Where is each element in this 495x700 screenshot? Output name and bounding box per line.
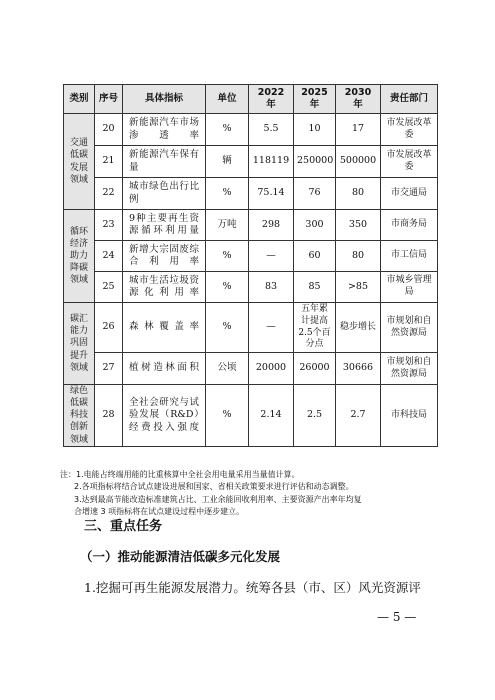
indicator-name: 9种主要再生资源循环利用量	[123, 210, 206, 241]
note-line: 注：1.电能占终端用能的比重核算中全社会用电量采用当量值计算。	[60, 470, 300, 479]
value-2022: 20000	[249, 353, 294, 385]
row-number: 27	[95, 353, 123, 385]
header-2025: 2025 年	[294, 85, 336, 114]
table-header-row	[64, 85, 438, 114]
indicator-name: 新能源汽车市场渗透率	[123, 114, 206, 146]
department-cell: 市规划和自然资源局	[381, 303, 438, 353]
indicator-name: 新能源汽车保有量	[123, 146, 206, 178]
category-cell: 交通低碳发展领域	[64, 114, 95, 210]
note-line: 合增速 3 项指标将在试点建设过程中逐步建立。	[74, 507, 245, 517]
row-number: 26	[95, 303, 123, 353]
value-2022: 75.14	[249, 178, 294, 210]
value-2022: 5.5	[249, 114, 294, 146]
note-line: 3.达到最高节能改造标准建筑占比、工业余能回收利用率、主要资源产出率年均复	[74, 494, 362, 504]
value-2022: 83	[249, 272, 294, 303]
indicator-name: 全社会研究与试验发展（R&D）经费投入强度	[123, 385, 206, 447]
value-2030: 500000	[336, 146, 381, 178]
department-cell: 市工信局	[381, 241, 438, 272]
department-cell: 市交通局	[381, 178, 438, 210]
value-2022: —	[249, 303, 294, 353]
value-2022: 2.14	[249, 385, 294, 447]
indicator-name: 新增大宗固废综合利用率	[123, 241, 206, 272]
department-cell: 市发展改革委	[381, 114, 438, 146]
value-2025: 60	[294, 241, 336, 272]
subsection-heading: （一）推动能源清洁低碳多元化发展	[80, 549, 281, 564]
table-row	[64, 303, 438, 353]
category-cell: 碳汇能力巩固提升领域	[64, 303, 95, 385]
row-number: 23	[95, 210, 123, 241]
table-row	[64, 385, 438, 447]
value-2022: —	[249, 241, 294, 272]
body-paragraph: 1.挖掘可再生能源发展潜力。统筹各县（市、区）风光资源评	[84, 580, 421, 595]
unit-cell: %	[206, 303, 249, 353]
value-2022: 118119	[249, 146, 294, 178]
value-2030: 2.7	[336, 385, 381, 447]
department-cell: 市城乡管理局	[381, 272, 438, 303]
department-cell: 市科技局	[381, 385, 438, 447]
value-2025: 300	[294, 210, 336, 241]
category-cell: 绿色低碳科技创新领域	[64, 385, 95, 447]
value-2025: 10	[294, 114, 336, 146]
department-cell: 市商务局	[381, 210, 438, 241]
indicator-name: 城市生活垃圾资源化利用率	[123, 272, 206, 303]
unit-cell: %	[206, 272, 249, 303]
row-number: 21	[95, 146, 123, 178]
table-row	[64, 241, 438, 272]
header-unit: 单位	[206, 85, 249, 114]
table-row	[64, 114, 438, 146]
header-2022: 2022 年	[249, 85, 294, 114]
indicator-table	[63, 84, 438, 447]
header-category: 类别	[64, 85, 95, 114]
table-row	[64, 210, 438, 241]
table-row	[64, 353, 438, 385]
unit-cell: %	[206, 385, 249, 447]
value-2022: 298	[249, 210, 294, 241]
row-number: 28	[95, 385, 123, 447]
unit-cell: %	[206, 114, 249, 146]
note-line: 2.各项指标将结合试点建设进展和国家、省相关政策要求进行评估和动态调整。	[74, 482, 354, 492]
value-2030: 80	[336, 178, 381, 210]
row-number: 24	[95, 241, 123, 272]
unit-cell: 公顷	[206, 353, 249, 385]
header-number: 序号	[95, 85, 123, 114]
unit-cell: 万吨	[206, 210, 249, 241]
unit-cell: %	[206, 178, 249, 210]
value-2030: 350	[336, 210, 381, 241]
value-2030: 80	[336, 241, 381, 272]
value-2030: 17	[336, 114, 381, 146]
value-2025: 26000	[294, 353, 336, 385]
indicator-name: 森林覆盖率	[123, 303, 206, 353]
unit-cell: 辆	[206, 146, 249, 178]
unit-cell: %	[206, 241, 249, 272]
table-row	[64, 272, 438, 303]
page-number: — 5 —	[377, 610, 417, 624]
value-2025: 76	[294, 178, 336, 210]
table-row	[64, 178, 438, 210]
value-2025: 85	[294, 272, 336, 303]
indicator-name: 植树造林面积	[123, 353, 206, 385]
value-2025: 250000	[294, 146, 336, 178]
value-2025: 2.5	[294, 385, 336, 447]
table-notes	[60, 469, 450, 519]
header-department: 责任部门	[381, 85, 438, 114]
table-row	[64, 146, 438, 178]
header-indicator: 具体指标	[123, 85, 206, 114]
category-cell: 循环经济助力降碳领域	[64, 210, 95, 303]
department-cell: 市规划和自然资源局	[381, 353, 438, 385]
row-number: 25	[95, 272, 123, 303]
value-2030: 30666	[336, 353, 381, 385]
value-2025: 五年累计提高2.5个百分点	[294, 303, 336, 353]
value-2030: 稳步增长	[336, 303, 381, 353]
header-2030: 2030 年	[336, 85, 381, 114]
value-2030: >85	[336, 272, 381, 303]
indicator-name: 城市绿色出行比例	[123, 178, 206, 210]
section-heading: 三、重点任务	[84, 519, 163, 534]
row-number: 22	[95, 178, 123, 210]
row-number: 20	[95, 114, 123, 146]
department-cell: 市发展改革委	[381, 146, 438, 178]
